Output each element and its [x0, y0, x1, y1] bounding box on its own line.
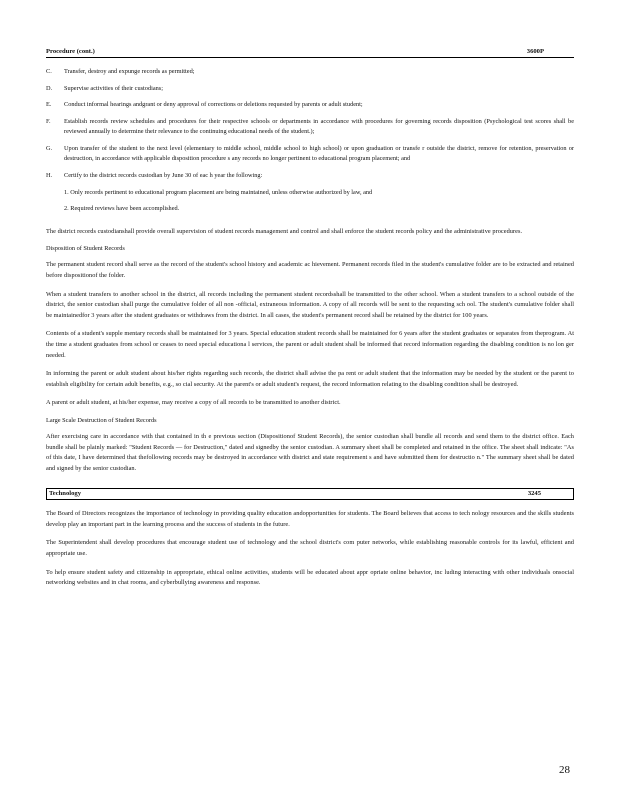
sub-list-item: 2. Required reviews have been accomplished. [64, 205, 180, 213]
list-item [46, 117, 574, 138]
paragraph: When a student transfers to another school in the district, all records including the permanent student recordsshall be transmitted to the other school. When a student transfers to a school outside of the district, the senior custodian shall purge the cumulative folder of all non -official, extraneous information. A copy of all records will be sent to the requesting sch ool. The student's cumulative folder shall be maintainedfor 3 years after the student graduates or withdraws from the district. In all cases, the student's permanent record shall be retained by the district for 100 years. [46, 290, 574, 319]
paragraph: The permanent student record shall serve as the record of the student's school history and academic ac hievement. Permanent records filed in the student's cumulative folder are to be extracted and retained before dispositionof the folder. [46, 261, 574, 280]
policy-code: 3245 [527, 490, 541, 498]
list-item [46, 84, 574, 95]
section-header-technology [46, 488, 574, 500]
paragraph: A parent or adult student, at his/her expense, may receive a copy of all records to be transmitted to another district. [46, 399, 341, 407]
document-page [46, 48, 574, 597]
item-label: E. [46, 101, 52, 109]
sub-list-item: 1. Only records pertinent to educational program placement are being maintained, unless otherwise authorized by law, and [64, 188, 373, 196]
paragraph: In informing the parent or adult student about his/her rights regarding such records, the district shall advise the pa rent or adult student that the information may be needed by the student or the parent to establish eligibility for certain adult benefits, e.g., so cial security. At the parent's or adult student's request, the record information relating to the disabling condition shall be destroyed. [46, 370, 574, 388]
section-title: Technology [49, 490, 81, 498]
item-text: Upon transfer of the student to the next level (elementary to middle school, middle school to high school) or upon graduation or transfe r outside the district, remove for retention, preservation or destruction, in accordance with applicable disposition procedure s any records no longer pertinent to educational program placement; and [64, 144, 574, 163]
subheading: Large Scale Destruction of Student Records [46, 416, 157, 424]
item-label: D. [46, 84, 53, 92]
item-text: Transfer, destroy and expunge records as permitted; [64, 67, 195, 75]
paragraph: The Board of Directors recognizes the importance of technology in providing quality education andopportunities for students. The Board believes that access to tech nology resources and the skills students develop play an important part in the learning process and the success of students in the future. [46, 510, 574, 528]
paragraph: After exercising care in accordance with that contained in th e previous section (Dispositionof Student Records), the senior custodian shall bundle all records and send them to the district office. Each bundle shall be plainly marked: "Student Records — for Destruction," dated and signedby the senior custodian. A summary sheet shall be completed and retained in the office. The sheet shall indicate: "As of this date, I have determined that thefollowing records may be destroyed in accordance with district and state requirement s and have submitted them for destructio n." The summary sheet shall be dated and signed by the senior custodian. [46, 432, 574, 472]
policy-code: 3600P [526, 48, 544, 55]
paragraph: The district records custodianshall provide overall supervision of student records management and control and shall enforce the student records policy and the administrative procedures. [46, 227, 523, 235]
paragraph: The Superintendent shall develop procedures that encourage student use of technology and the school district's com puter networks, while establishing reasonable controls for its lawful, efficient and appropriate use. [46, 539, 574, 558]
list-item [46, 144, 574, 165]
item-text: Conduct informal hearings andgrant or deny approval of corrections or deletions requested by parents or adult student; [64, 101, 363, 109]
list-item [46, 100, 574, 111]
item-text: Supervise activities of their custodians; [64, 84, 163, 92]
item-label: F. [46, 117, 51, 125]
item-label: G. [46, 144, 53, 152]
paragraph: To help ensure student safety and citizenship in appropriate, ethical online activities, students will be educated about appr opriate online behavior, inc luding interacting with other individuals onsocial networking websites and in chat rooms, and cyberbullying awareness and response. [46, 568, 574, 587]
section-header-procedure [46, 48, 574, 58]
list-item [46, 67, 574, 78]
item-text: Certify to the district records custodian by June 30 of eac h year the following: [64, 172, 263, 180]
item-label: H. [46, 172, 53, 180]
subheading: Disposition of Student Records [46, 245, 125, 253]
item-text: Establish records review schedules and procedures for their respective schools or departments in accordance with procedures for governing records disposition (Psychological test scores shall be reviewed annually to determine their relevance to the continuing educational needs of the student.); [64, 117, 574, 136]
section-title: Procedure (cont.) [46, 48, 95, 55]
page-number: 28 [559, 764, 570, 776]
paragraph: Contents of a student's supple mentary records shall be maintained for 3 years. Special education student records shall be maintained for 6 years after the student graduates or separates from theprogram. At the time a student graduates from school or ceases to need special educationa l services, the parent or adult student shall be informed that record information regarding the disabling condition is no lon ger needed. [46, 330, 574, 359]
list-item [46, 171, 574, 182]
item-label: C. [46, 67, 52, 75]
